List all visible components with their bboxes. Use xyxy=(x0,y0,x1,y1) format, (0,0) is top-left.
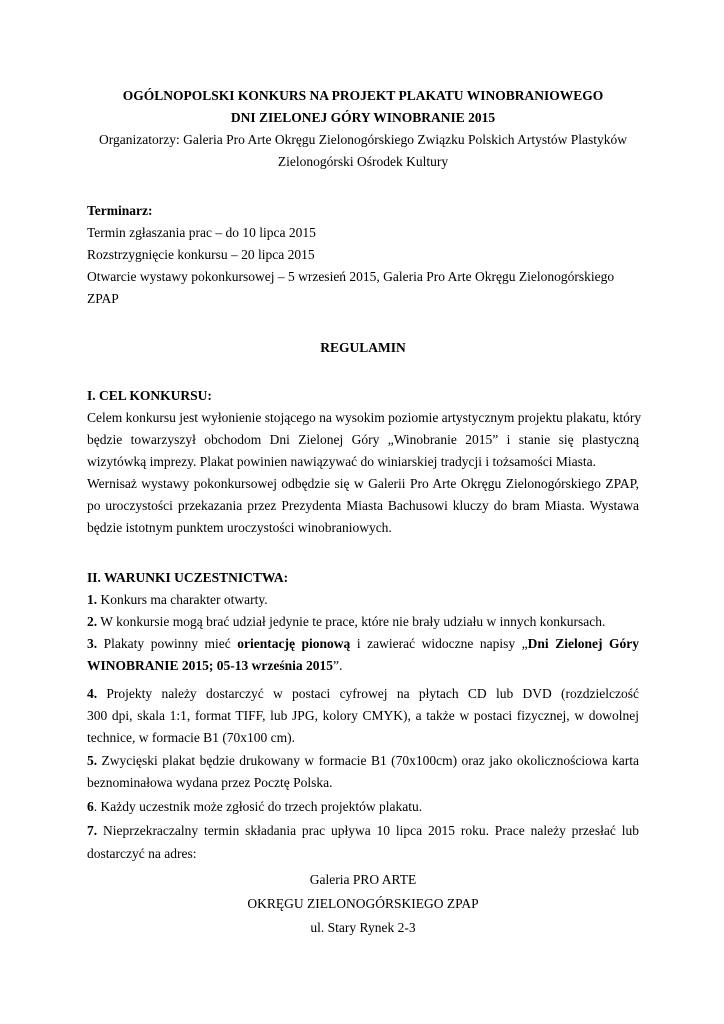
schedule-item: Rozstrzygnięcie konkursu – 20 lipca 2015 xyxy=(87,247,315,262)
section1-text-line: będzie towarzyszył obchodom Dni Zielonej Góry „Winobranie 2015” i stanie się plastyczną xyxy=(87,432,639,447)
address-line: OKRĘGU ZIELONOGÓRSKIEGO ZPAP xyxy=(247,896,479,911)
section1-text-line: Wernisaż wystawy pokonkursowej odbędzie się w Galerii Pro Arte Okręgu Zielonogórskiego ZPAP, xyxy=(87,476,639,491)
section1-text-line: będzie istotnym punktem uroczystości winobraniowych. xyxy=(87,520,392,535)
section1-text-line: wizytówką imprezy. Plakat powinien nawiązywać do winiarskiej tradycji i tożsamości Miasta. xyxy=(87,454,596,469)
schedule-item: Otwarcie wystawy pokonkursowej – 5 wrzesień 2015, Galeria Pro Arte Okręgu Zielonogórskiego xyxy=(87,269,615,284)
document-title-line1: OGÓLNOPOLSKI KONKURS NA PROJEKT PLAKATU WINOBRANIOWEGO xyxy=(122,88,604,103)
condition-item-5: 5. Zwycięski plakat będzie drukowany w formacie B1 (70x100cm) oraz jako okolicznościowa karta xyxy=(87,753,639,768)
condition-item-2: 2. W konkursie mogą brać udział jedynie te prace, które nie brały udziału w innych konkursach. xyxy=(87,614,606,629)
condition-item-4-continued: 300 dpi, skala 1:1, format TIFF, lub JPG, kolory CMYK), a także w postaci fizycznej, w dowolnej xyxy=(87,708,639,723)
schedule-item: Termin zgłaszania prac – do 10 lipca 2015 xyxy=(87,225,316,240)
section2-heading: II. WARUNKI UCZESTNICTWA: xyxy=(87,570,289,585)
address-line: ul. Stary Rynek 2-3 xyxy=(310,920,416,935)
condition-item-1: 1. Konkurs ma charakter otwarty. xyxy=(87,592,268,607)
section1-text-line: po uroczystości przekazania przez Prezydenta Miasta Bachusowi kluczy do bram Miasta. Wystawa xyxy=(87,498,639,513)
regulations-title: REGULAMIN xyxy=(320,340,406,355)
condition-item-5-continued: beznominałowa wydana przez Pocztę Polska. xyxy=(87,775,333,790)
document-page xyxy=(87,0,642,1024)
section1-text-line: Celem konkursu jest wyłonienie stojącego na wysokim poziomie artystycznym projektu plakatu, który xyxy=(87,410,642,425)
condition-item-3-continued: WINOBRANIE 2015; 05-13 września 2015”. xyxy=(87,658,343,673)
section1-heading: I. CEL KONKURSU: xyxy=(87,388,212,403)
condition-item-4: 4. Projekty należy dostarczyć w postaci cyfrowej na płytach CD lub DVD (rozdzielczość xyxy=(87,686,639,701)
address-line: Galeria PRO ARTE xyxy=(309,872,417,887)
schedule-item-continued: ZPAP xyxy=(87,291,119,306)
condition-item-4-continued: technice, w formacie B1 (70x100 cm). xyxy=(87,730,296,745)
condition-item-7: 7. Nieprzekraczalny termin składania prac upływa 10 lipca 2015 roku. Prace należy przesłać lub xyxy=(87,823,639,838)
condition-item-7-continued: dostarczyć na adres: xyxy=(87,846,197,861)
condition-item-6: 6. Każdy uczestnik może zgłosić do trzech projektów plakatu. xyxy=(87,799,423,814)
organizers-line2: Zielonogórski Ośrodek Kultury xyxy=(277,154,449,169)
schedule-heading: Terminarz: xyxy=(87,203,153,218)
condition-item-3: 3. Plakaty powinny mieć orientację pionową i zawierać widoczne napisy „Dni Zielonej Góry xyxy=(87,636,639,651)
organizers-line1: Organizatorzy: Galeria Pro Arte Okręgu Zielonogórskiego Związku Polskich Artystów Plastyków xyxy=(98,132,628,147)
document-title-line2: DNI ZIELONEJ GÓRY WINOBRANIE 2015 xyxy=(230,110,496,125)
